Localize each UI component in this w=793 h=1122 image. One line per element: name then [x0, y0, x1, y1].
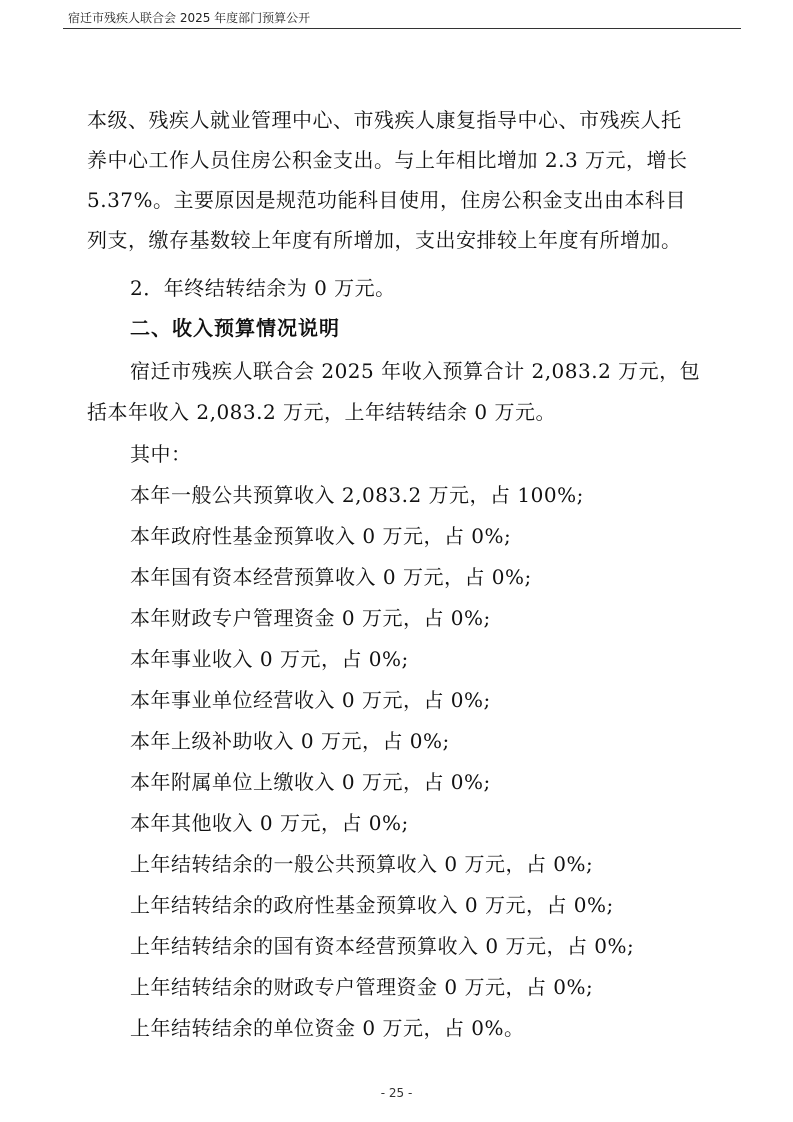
paragraph-line: 养中心工作人员住房公积金支出。与上年相比增加 2.3 万元，增长 [87, 148, 688, 172]
income-item: 上年结转结余的政府性基金预算收入 0 万元，占 0%; [130, 893, 614, 917]
income-item: 本年其他收入 0 万元，占 0%; [130, 811, 409, 835]
paragraph-line: 本级、残疾人就业管理中心、市残疾人康复指导中心、市残疾人托 [87, 108, 682, 132]
income-item: 上年结转结余的单位资金 0 万元，占 0%。 [130, 1016, 525, 1040]
income-item: 本年事业单位经营收入 0 万元，占 0%; [130, 688, 491, 712]
running-header: 宿迁市残疾人联合会 2025 年度部门预算公开 [68, 11, 311, 25]
income-item: 本年上级补助收入 0 万元，占 0%; [130, 729, 450, 753]
income-item: 上年结转结余的一般公共预算收入 0 万元，占 0%; [130, 852, 594, 876]
income-item: 本年附属单位上缴收入 0 万元，占 0%; [130, 770, 491, 794]
header-divider [63, 28, 741, 29]
income-item: 本年事业收入 0 万元，占 0%; [130, 647, 409, 671]
income-item: 本年财政专户管理资金 0 万元，占 0%; [130, 606, 491, 630]
paragraph-line: 列支，缴存基数较上年度有所增加，支出安排较上年度有所增加。 [87, 228, 682, 252]
summary-line: 括本年收入 2,083.2 万元，上年结转结余 0 万元。 [87, 400, 556, 424]
page-number: - 25 - [380, 1086, 413, 1100]
income-item: 上年结转结余的财政专户管理资金 0 万元，占 0%; [130, 975, 594, 999]
income-item: 本年国有资本经营预算收入 0 万元，占 0%; [130, 565, 532, 589]
summary-line: 宿迁市残疾人联合会 2025 年收入预算合计 2,083.2 万元，包 [130, 359, 701, 383]
paragraph-line: 5.37%。主要原因是规范功能科目使用，住房公积金支出由本科目 [87, 188, 687, 212]
income-item: 上年结转结余的国有资本经营预算收入 0 万元，占 0%; [130, 934, 635, 958]
income-item: 本年一般公共预算收入 2,083.2 万元，占 100%; [130, 483, 584, 507]
income-item: 本年政府性基金预算收入 0 万元，占 0%; [130, 524, 512, 548]
list-item-2: 2．年终结转结余为 0 万元。 [130, 276, 396, 300]
among-label: 其中： [130, 442, 192, 466]
section-heading: 二、收入预算情况说明 [130, 316, 340, 340]
